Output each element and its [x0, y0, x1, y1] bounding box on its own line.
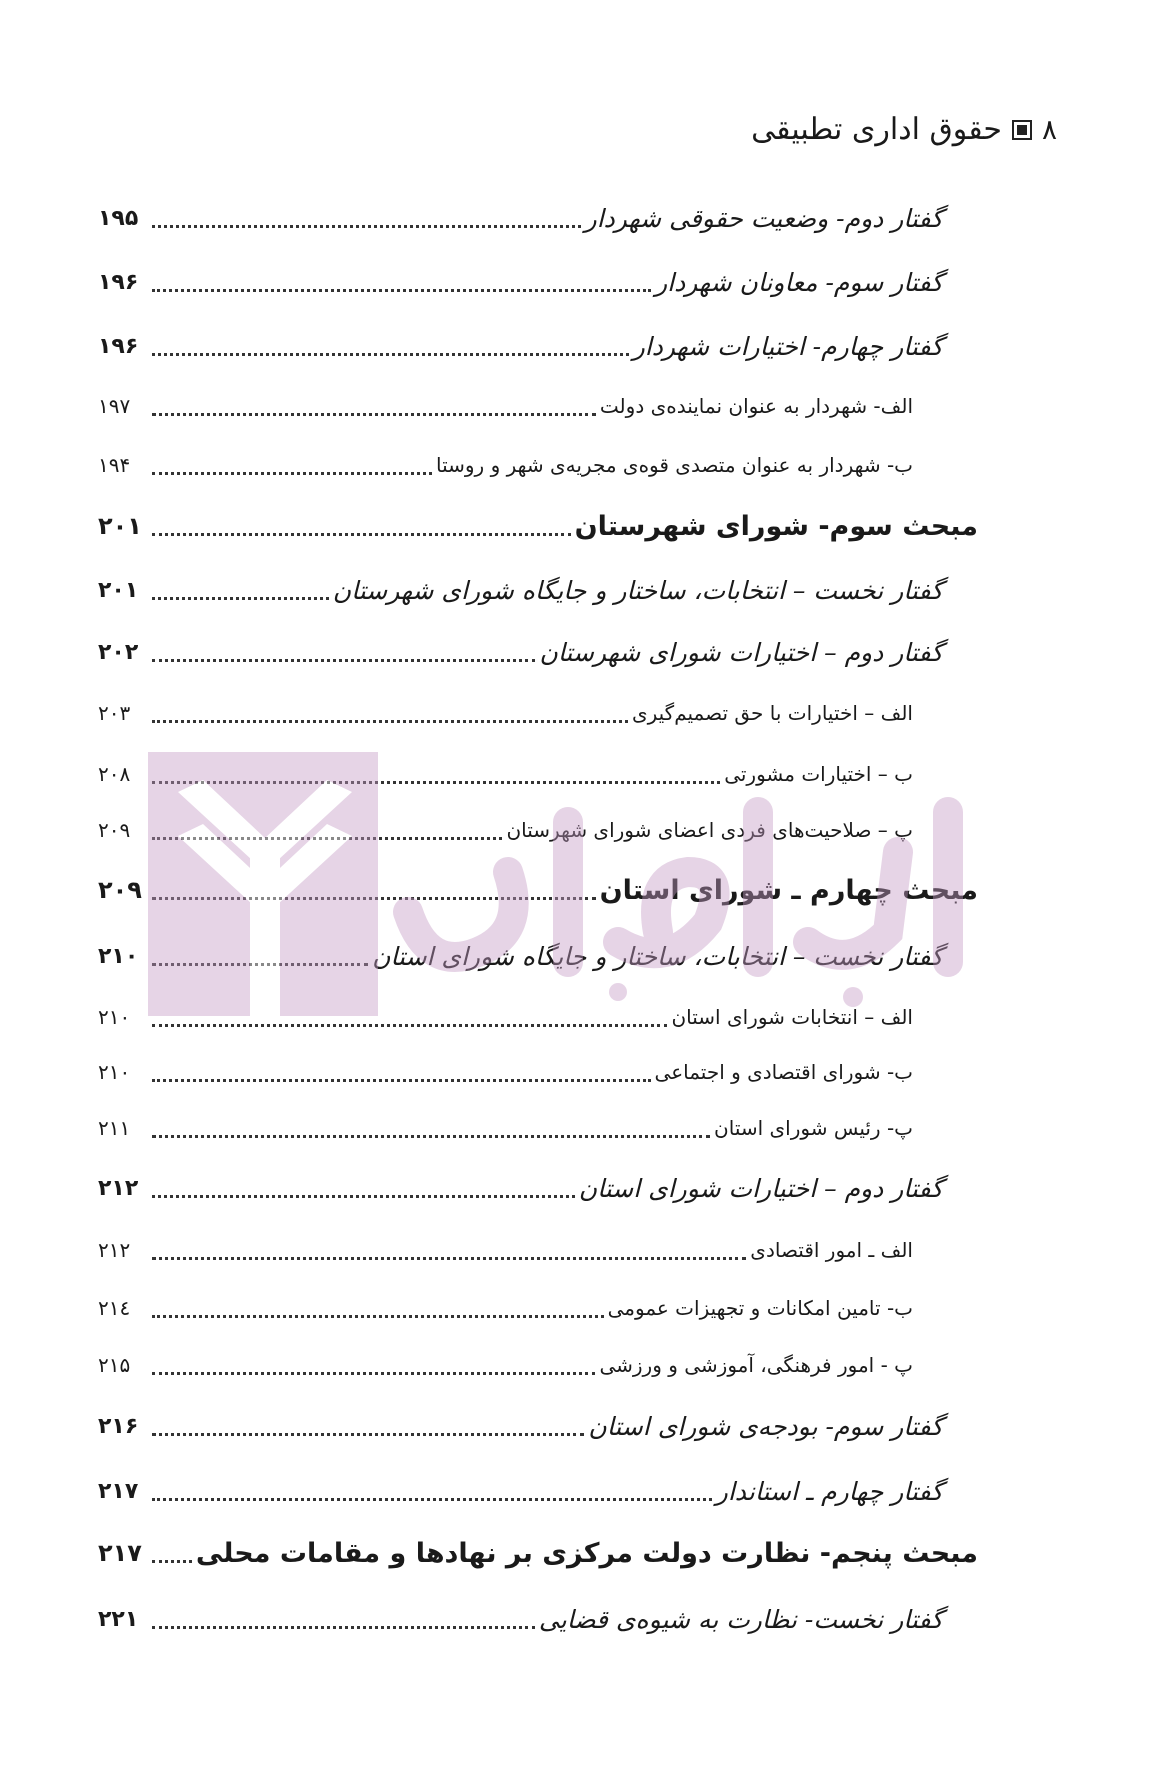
toc-entry[interactable] [98, 1050, 913, 1094]
dot-leader [152, 781, 720, 784]
page-number: ۸ [1041, 113, 1057, 146]
toc-page-number: ۲۱۱ [98, 1116, 131, 1140]
toc-title: الف ـ امور اقتصادی [750, 1238, 913, 1262]
toc-entry[interactable] [98, 1106, 913, 1150]
dot-leader [152, 1433, 584, 1436]
toc-page-number: ۲۱۶ [98, 1413, 139, 1439]
toc-page-number: ۲۰۹ [98, 876, 142, 904]
square-bullet-icon [1012, 120, 1032, 140]
dot-leader [152, 353, 629, 356]
dot-leader [152, 533, 571, 536]
dot-leader [152, 1024, 667, 1027]
toc-page-number: ۲۱٤ [98, 1296, 131, 1320]
toc-entry[interactable] [98, 934, 943, 978]
toc-title: ب- تامین امکانات و تجهیزات عمومی [607, 1296, 913, 1320]
toc-page-number: ۲۱۷ [98, 1539, 142, 1567]
dot-leader [152, 1372, 595, 1375]
toc-entry[interactable] [98, 630, 943, 674]
toc-page-number: ۲۰۱ [98, 577, 139, 603]
toc-page-number: ۱۹۶ [98, 269, 139, 295]
toc-page-number: ۲۰۲ [98, 639, 139, 665]
toc-page-number: ۱۹۴ [98, 453, 131, 477]
toc-page-number: ۲۱۰ [98, 1060, 131, 1084]
toc-title: گفتار نخست – انتخابات، ساختار و جایگاه شورای استان [372, 941, 943, 971]
toc-title: گفتار سوم- معاونان شهردار [655, 267, 943, 297]
toc-title: گفتار چهارم ـ استاندار [715, 1476, 943, 1506]
dot-leader [152, 1626, 535, 1629]
toc-page-number: ۲۱۰ [98, 943, 139, 969]
toc-entry[interactable] [98, 808, 913, 852]
dot-leader [152, 837, 502, 840]
toc-title: گفتار دوم – اختیارات شورای استان [578, 1173, 943, 1203]
dot-leader [152, 897, 596, 900]
dot-leader [152, 963, 368, 966]
toc-entry[interactable] [98, 324, 943, 368]
dot-leader [152, 1315, 604, 1318]
dot-leader [152, 289, 651, 292]
toc-page-number: ۲۰۳ [98, 701, 131, 725]
dot-leader [152, 597, 329, 600]
toc-page-number: ۲۱۷ [98, 1478, 139, 1504]
dot-leader [152, 1135, 710, 1138]
dot-leader [152, 1498, 712, 1501]
book-title: حقوق اداری تطبیقی [751, 112, 1002, 147]
dot-leader [152, 225, 581, 228]
toc-title: ب – اختیارات مشورتی [724, 762, 913, 786]
toc-page-number: ۱۹۶ [98, 333, 139, 359]
dot-leader [152, 413, 596, 416]
toc-title: مبحث پنجم- نظارت دولت مرکزی بر نهادها و مقامات محلی [195, 1537, 978, 1569]
dot-leader [152, 720, 628, 723]
toc-title: گفتار سوم- بودجه‌ی شورای استان [588, 1411, 943, 1441]
toc-page-number: ۲۱۰ [98, 1005, 131, 1029]
toc-title: الف – انتخابات شورای استان [671, 1005, 913, 1029]
dot-leader [152, 1195, 575, 1198]
toc-entry[interactable] [98, 1286, 913, 1330]
running-head [751, 112, 1057, 147]
toc-entry[interactable] [98, 384, 913, 428]
toc-title: پ- رئیس شورای استان [714, 1116, 913, 1140]
toc-entry[interactable] [98, 1597, 943, 1641]
toc-title: گفتار نخست – انتخابات، ساختار و جایگاه شورای شهرستان [332, 575, 943, 605]
toc-entry[interactable] [98, 1166, 943, 1210]
toc-title: مبحث سوم- شورای شهرستان [574, 510, 978, 542]
toc-entry[interactable] [98, 995, 913, 1039]
toc-page-number: ۱۹۵ [98, 205, 139, 231]
toc-entry[interactable] [98, 691, 913, 735]
toc-entry[interactable] [98, 504, 978, 548]
toc-title: ب- شورای اقتصادی و اجتماعی [654, 1060, 913, 1084]
toc-entry[interactable] [98, 1228, 913, 1272]
toc-title: ب- شهردار به عنوان متصدی قوه‌ی مجریه‌ی شهر و روستا [436, 453, 913, 477]
toc-title: گفتار نخست- نظارت به شیوه‌ی قضایی [538, 1604, 943, 1634]
toc-page-number: ۲۰۱ [98, 512, 142, 540]
toc-title: گفتار دوم- وضعیت حقوقی شهردار [584, 203, 943, 233]
toc-title: مبحث چهارم ـ شورای استان [599, 874, 978, 906]
toc-title: الف- شهردار به عنوان نماینده‌ی دولت [599, 394, 913, 418]
toc-entry[interactable] [98, 1343, 913, 1387]
toc-entry[interactable] [98, 1404, 943, 1448]
toc-entry[interactable] [98, 868, 978, 912]
toc-page-number: ۲۰۹ [98, 818, 131, 842]
toc-page-number: ۲۲۱ [98, 1606, 139, 1632]
dot-leader [152, 1257, 746, 1260]
dot-leader [152, 1560, 192, 1563]
toc-entry[interactable] [98, 568, 943, 612]
toc-title: پ - امور فرهنگی، آموزشی و ورزشی [599, 1353, 913, 1377]
toc-title: گفتار چهارم- اختیارات شهردار [632, 331, 943, 361]
toc-entry[interactable] [98, 1531, 978, 1575]
toc-entry[interactable] [98, 1469, 943, 1513]
toc-page-number: ۲۱۵ [98, 1353, 131, 1377]
toc-entry[interactable] [98, 196, 943, 240]
toc-title: پ – صلاحیت‌های فردی اعضای شورای شهرستان [506, 818, 913, 842]
toc-title: گفتار دوم – اختیارات شورای شهرستان [539, 637, 943, 667]
toc-page-number: ۲۰۸ [98, 762, 131, 786]
toc-page-number: ۲۱۲ [98, 1175, 139, 1201]
toc-title: الف – اختیارات با حق تصمیم‌گیری [631, 701, 913, 725]
toc-entry[interactable] [98, 752, 913, 796]
dot-leader [152, 1079, 651, 1082]
toc-page-number: ۲۱۲ [98, 1238, 131, 1262]
toc-page-number: ۱۹۷ [98, 394, 131, 418]
dot-leader [152, 659, 535, 662]
toc-entry[interactable] [98, 443, 913, 487]
dot-leader [152, 472, 432, 475]
toc-entry[interactable] [98, 260, 943, 304]
